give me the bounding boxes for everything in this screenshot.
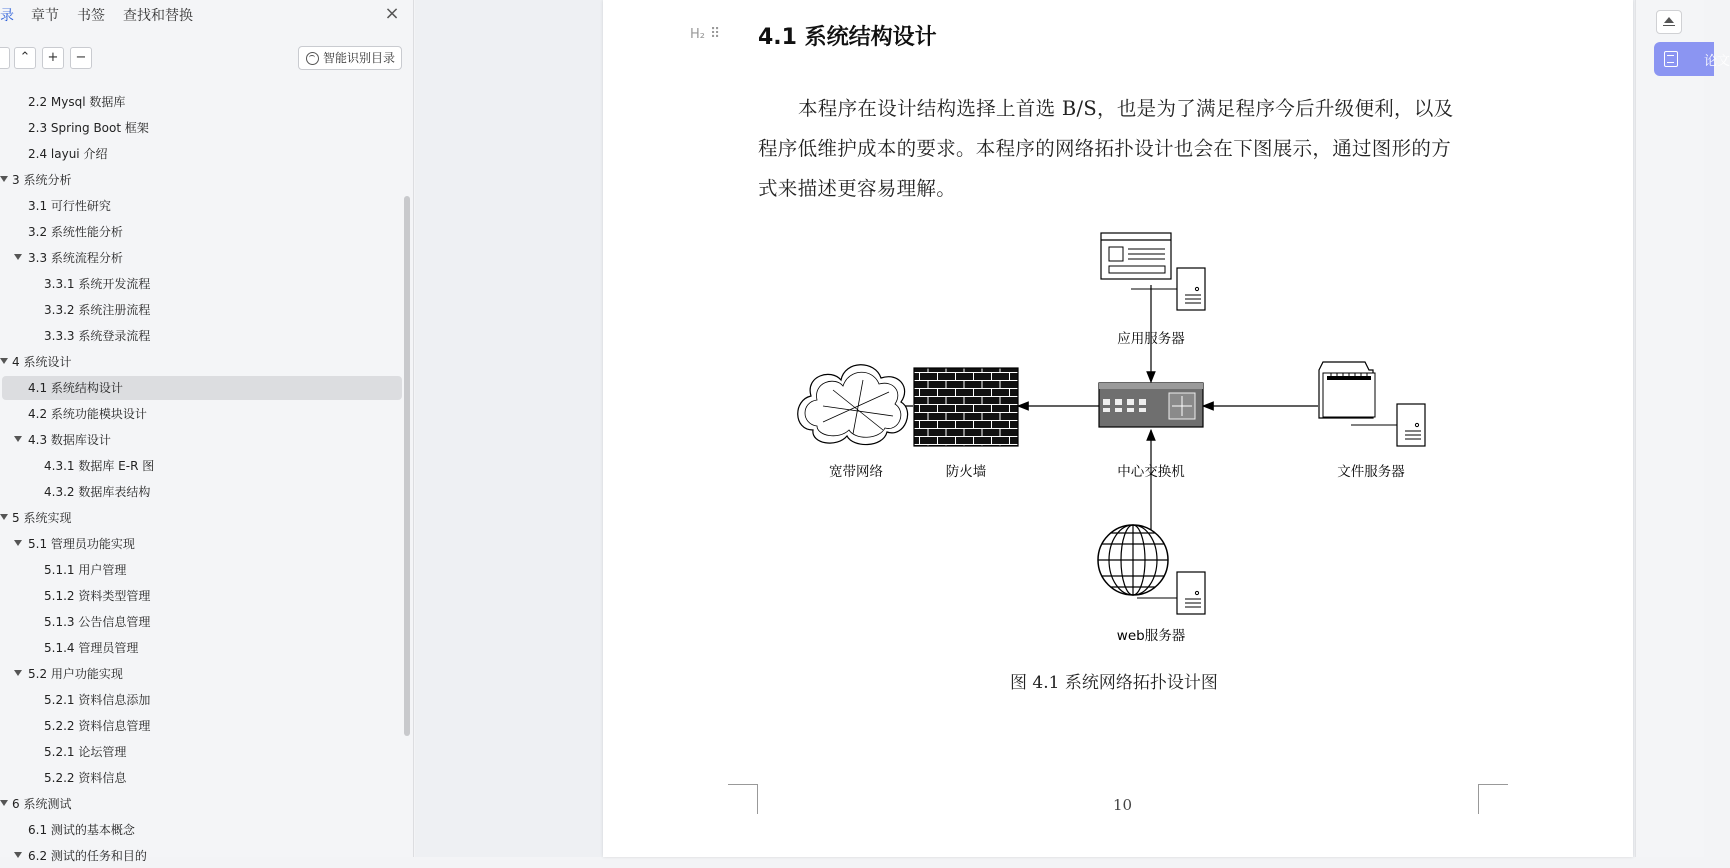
- expand-caret-icon[interactable]: [0, 176, 8, 182]
- toc-item[interactable]: [0, 298, 404, 322]
- paragraph-line: 式来描述更容易理解。: [758, 177, 957, 200]
- toc-item[interactable]: [0, 220, 404, 244]
- toc-item[interactable]: [0, 740, 404, 764]
- toc-item-label: 5.1.2 资料类型管理: [44, 589, 151, 603]
- expand-caret-icon[interactable]: [14, 852, 22, 858]
- toc-item[interactable]: [0, 792, 404, 816]
- expand-caret-icon[interactable]: [14, 670, 22, 676]
- toc-item[interactable]: [0, 636, 404, 660]
- toc-item-label: 5 系统实现: [12, 511, 72, 525]
- page-corner-mark-left: [728, 784, 758, 814]
- page-number: 10: [1113, 796, 1133, 814]
- tab-bookmarks[interactable]: 书签: [77, 8, 105, 24]
- toc-item-label: 5.1.3 公告信息管理: [44, 615, 151, 629]
- smart-toc-label: 智能识别目录: [323, 51, 396, 65]
- toc-item[interactable]: [0, 610, 404, 634]
- toc-item-label: 4.2 系统功能模块设计: [28, 407, 147, 421]
- smart-toc-button[interactable]: [298, 46, 402, 70]
- outline-sidebar: [0, 0, 414, 863]
- toc-item-label: 5.1 管理员功能实现: [28, 537, 135, 551]
- toc-item[interactable]: [0, 428, 404, 452]
- toc-item-label: 3 系统分析: [12, 173, 72, 187]
- toc-item[interactable]: [0, 376, 404, 400]
- firewall-icon: [914, 368, 1018, 446]
- toc-item-label: 6.2 测试的任务和目的: [28, 849, 147, 863]
- toc-item[interactable]: [0, 194, 404, 218]
- toc-item-label: 5.2.1 资料信息添加: [44, 693, 151, 707]
- label-firewall: 防火墙: [945, 464, 987, 480]
- toc-item-label: 6.1 测试的基本概念: [28, 823, 135, 837]
- toc-item-label: 5.2 用户功能实现: [28, 667, 123, 681]
- tab-toc[interactable]: 录: [0, 8, 14, 24]
- web-server-icon: [1098, 525, 1205, 614]
- toc-item-label: 3.3 系统流程分析: [28, 251, 123, 265]
- toc-item[interactable]: [0, 142, 404, 166]
- toc-item-label: 3.1 可行性研究: [28, 199, 111, 213]
- switch-icon: [1099, 383, 1203, 427]
- figure-caption: 图 4.1 系统网络拓扑设计图: [1010, 673, 1218, 693]
- toc-item-label: 4.3.1 数据库 E-R 图: [44, 459, 155, 473]
- paragraph-line: 本程序在设计结构选择上首选 B/S，也是为了满足程序今后升级便利，以及: [798, 97, 1454, 120]
- toc-item[interactable]: [0, 714, 404, 738]
- toc-item[interactable]: [0, 480, 404, 504]
- remove-heading-button[interactable]: −: [70, 47, 92, 69]
- toc-item[interactable]: [0, 90, 404, 114]
- toc-item-label: 5.2.1 论坛管理: [44, 745, 127, 759]
- toc-item[interactable]: [0, 246, 404, 270]
- add-heading-button[interactable]: +: [42, 47, 64, 69]
- toc-item[interactable]: [0, 272, 404, 296]
- expand-caret-icon[interactable]: [0, 800, 8, 806]
- toc-item-label: 3.3.1 系统开发流程: [44, 277, 151, 291]
- expand-caret-icon[interactable]: [14, 540, 22, 546]
- toc-item[interactable]: [0, 844, 404, 868]
- toc-item[interactable]: [0, 818, 404, 842]
- toc-item-label: 4.3.2 数据库表结构: [44, 485, 151, 499]
- toc-item[interactable]: [0, 350, 404, 374]
- document-canvas: [415, 0, 1635, 857]
- close-icon[interactable]: ×: [384, 3, 400, 24]
- toc-item[interactable]: [0, 116, 404, 140]
- ai-icon: [306, 52, 319, 65]
- paper-doc-icon: [1664, 51, 1678, 67]
- toc-item[interactable]: [0, 766, 404, 790]
- collapse-panel-button[interactable]: [1656, 10, 1682, 34]
- toc-item-label: 5.2.2 资料信息管理: [44, 719, 151, 733]
- toc-item[interactable]: [0, 506, 404, 530]
- page-corner-mark-right: [1478, 784, 1508, 814]
- right-tool-rail: [1635, 0, 1730, 857]
- app-server-icon: [1101, 233, 1205, 310]
- drag-handle-icon[interactable]: ⠿: [710, 26, 721, 42]
- tab-chapters[interactable]: 章节: [31, 8, 59, 24]
- toc-item-label: 5.1.4 管理员管理: [44, 641, 139, 655]
- expand-caret-icon[interactable]: [0, 358, 8, 364]
- toc-item-label: 4.3 数据库设计: [28, 433, 111, 447]
- toc-item[interactable]: [0, 662, 404, 686]
- label-web-server: web服务器: [1116, 628, 1186, 644]
- network-topology-diagram: [793, 220, 1523, 660]
- toc-item-label: 3.2 系统性能分析: [28, 225, 123, 239]
- section-title: 4.1 系统结构设计: [758, 25, 937, 50]
- toc-item[interactable]: [0, 402, 404, 426]
- toc-item-label: 5.2.2 资料信息: [44, 771, 127, 785]
- expand-caret-icon[interactable]: [14, 436, 22, 442]
- toc-item-label: 2.4 layui 介绍: [28, 147, 108, 161]
- toc-item[interactable]: [0, 168, 404, 192]
- toc-item-label: 2.3 Spring Boot 框架: [28, 121, 149, 135]
- toc-item-label: 2.2 Mysql 数据库: [28, 95, 126, 109]
- label-file-server: 文件服务器: [1337, 464, 1405, 480]
- toc-scrollbar[interactable]: [404, 196, 410, 736]
- toc-item[interactable]: [0, 558, 404, 582]
- collapse-level-button[interactable]: ⌃: [14, 47, 36, 69]
- file-server-icon: [1319, 362, 1425, 446]
- expand-all-button[interactable]: [0, 47, 10, 69]
- expand-caret-icon[interactable]: [14, 254, 22, 260]
- toc-item-label: 5.1.1 用户管理: [44, 563, 127, 577]
- paragraph-line: 程序低维护成本的要求。本程序的网络拓扑设计也会在下图展示，通过图形的方: [758, 137, 1452, 160]
- toc-item-label: 4.1 系统结构设计: [28, 381, 123, 395]
- cloud-icon: [798, 365, 908, 445]
- toc-item[interactable]: [0, 532, 404, 556]
- label-app-server: 应用服务器: [1117, 331, 1185, 347]
- toc-item-label: 4 系统设计: [12, 355, 72, 369]
- paper-assistant-label: 论文: [1704, 54, 1730, 69]
- toc-item-label: 6 系统测试: [12, 797, 72, 811]
- sidebar-tabs: [0, 0, 414, 30]
- toc-item[interactable]: [0, 584, 404, 608]
- paper-assistant-button[interactable]: [1654, 42, 1730, 76]
- toc-item-label: 3.3.2 系统注册流程: [44, 303, 151, 317]
- tab-find-replace[interactable]: 查找和替换: [123, 8, 193, 24]
- expand-caret-icon[interactable]: [0, 514, 8, 520]
- document-page: [603, 0, 1633, 857]
- toc-item-label: 3.3.3 系统登录流程: [44, 329, 151, 343]
- toc-item[interactable]: [0, 688, 404, 712]
- label-broadband: 宽带网络: [829, 464, 883, 480]
- toc-item[interactable]: [0, 454, 404, 478]
- heading-level-badge[interactable]: H₂: [690, 27, 705, 42]
- toc-item[interactable]: [0, 324, 404, 348]
- label-switch: 中心交换机: [1117, 464, 1185, 480]
